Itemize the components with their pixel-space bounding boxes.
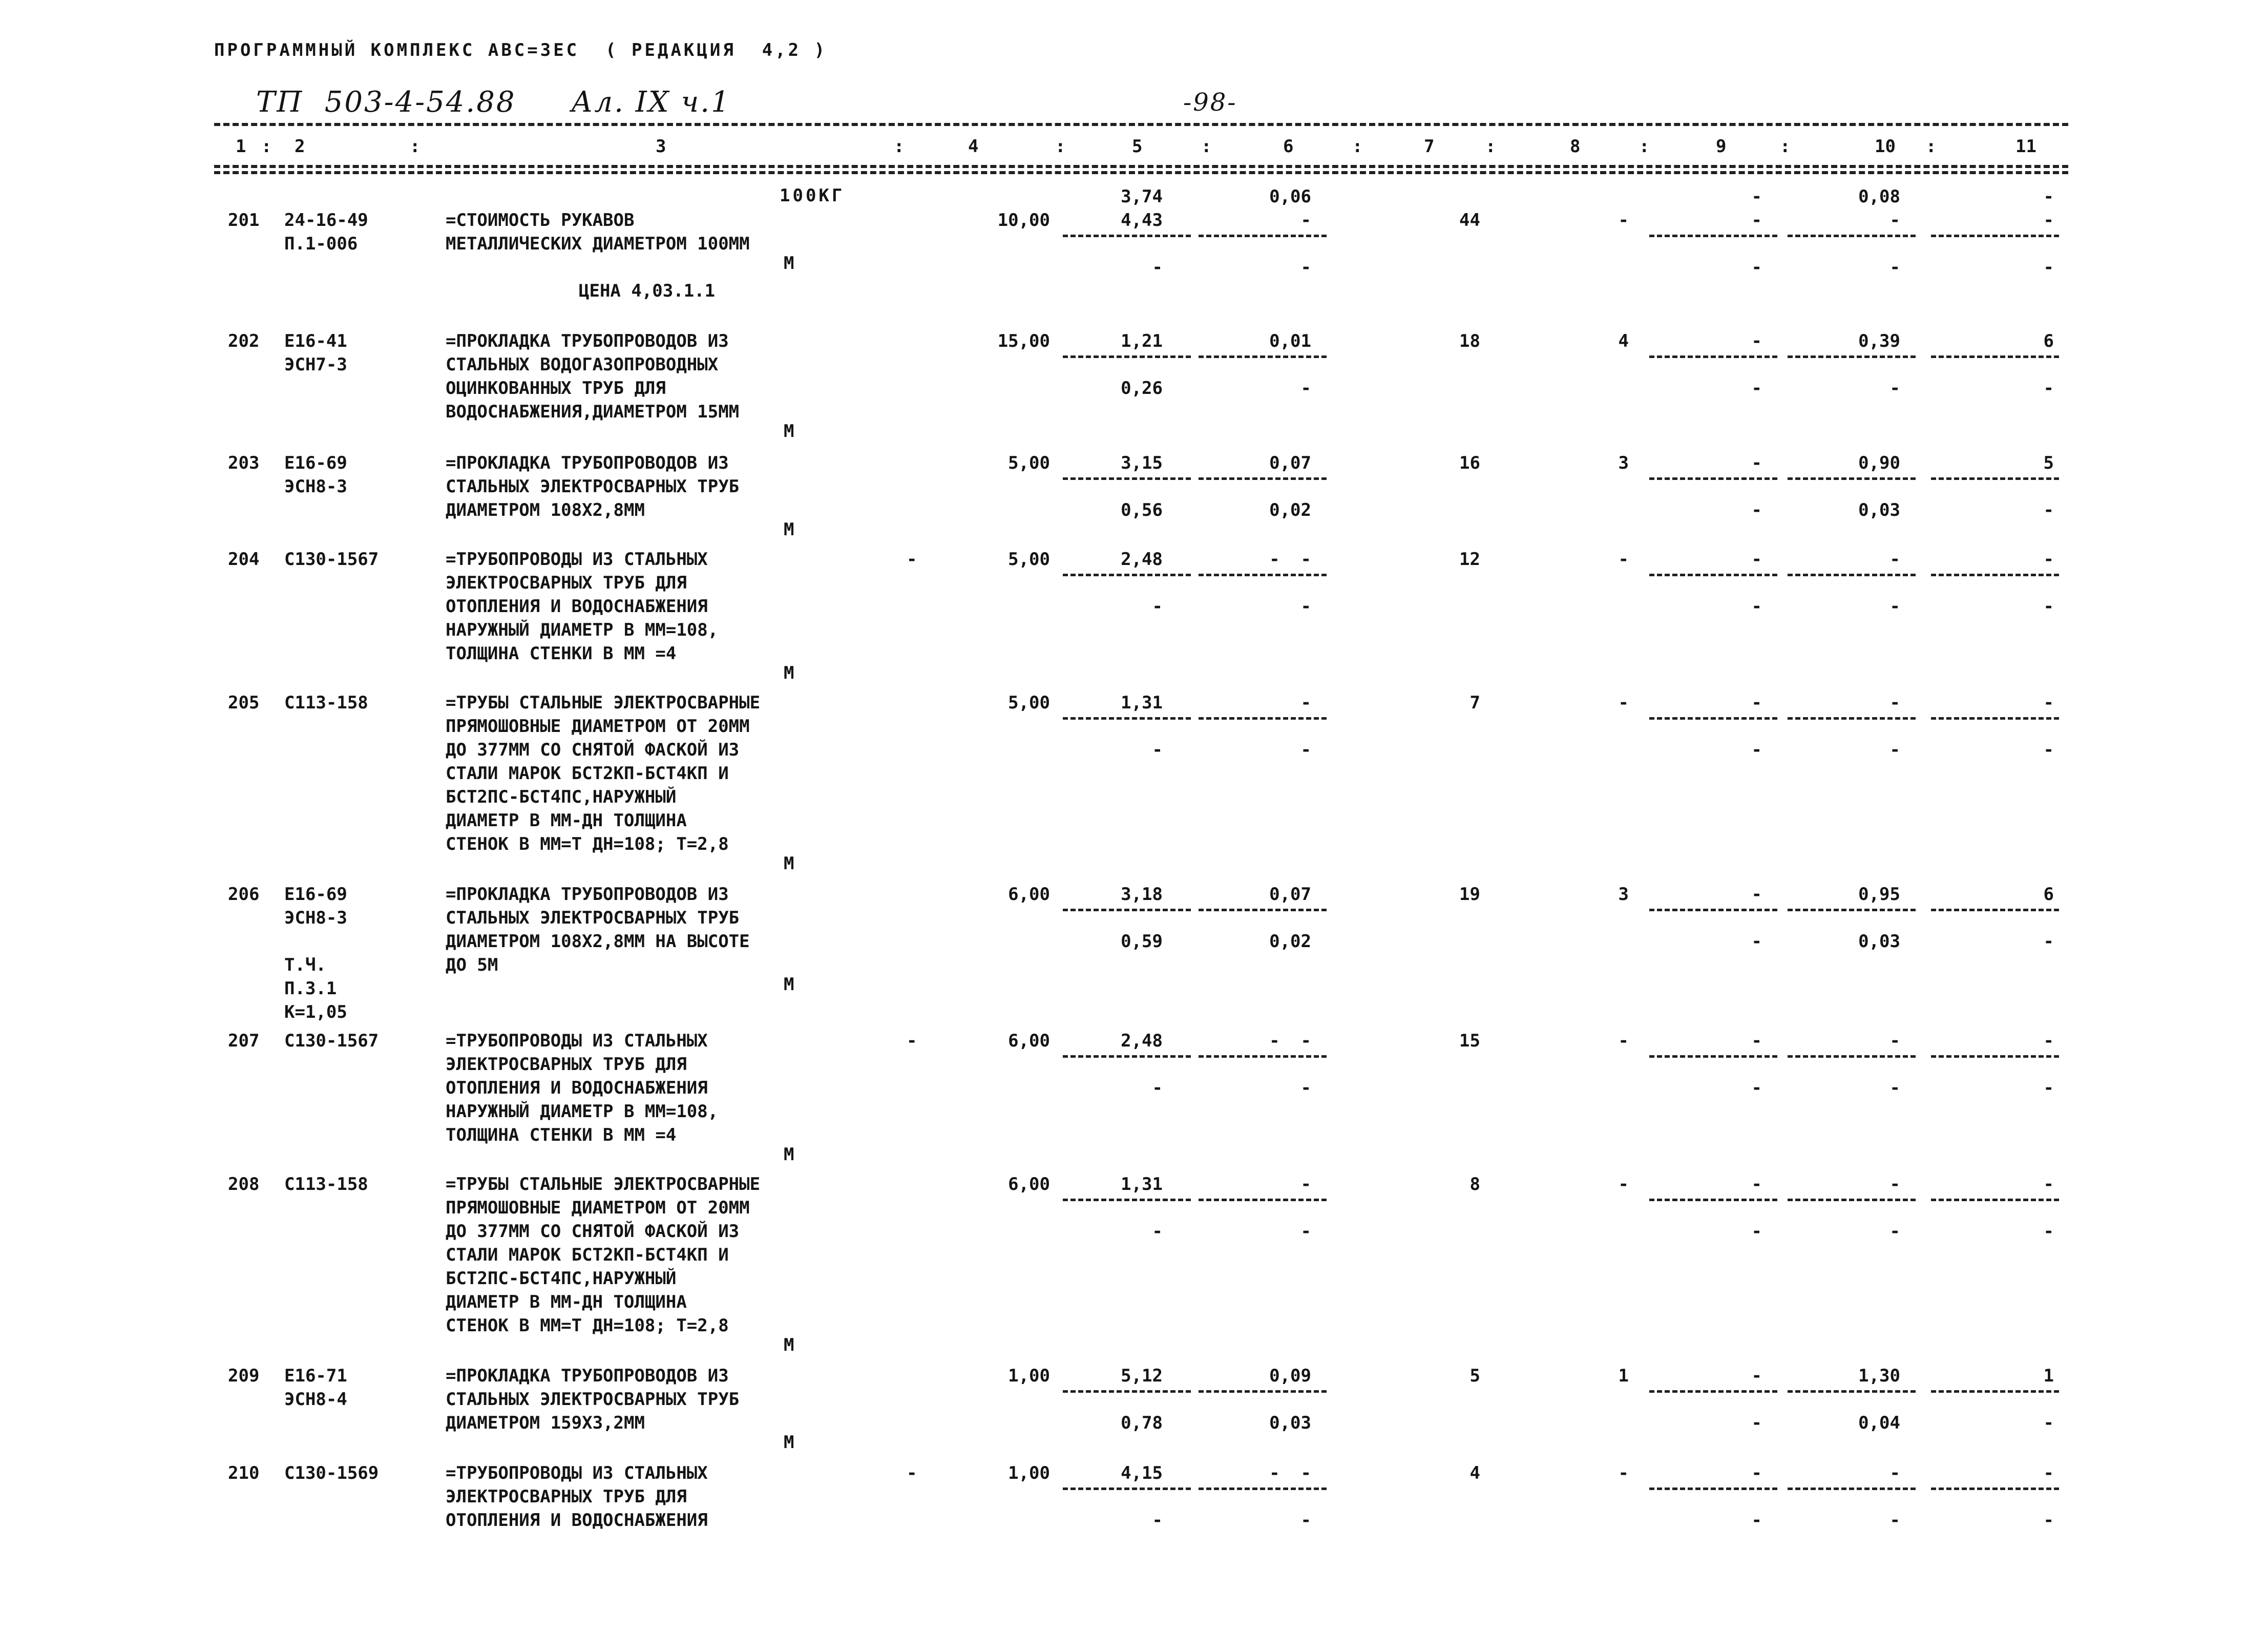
row-description: БСТ2ПС-БСТ4ПС,НАРУЖНЫЙ: [446, 787, 677, 807]
row-description: ПРЯМОШОВНЫЕ ДИАМЕТРОМ ОТ 20ММ: [446, 716, 750, 737]
row-number: 203: [228, 453, 260, 473]
separator-col5: [1063, 477, 1191, 480]
separator-col11: [1931, 355, 2059, 358]
col5-top: 1,21: [1121, 331, 1163, 351]
separator-col5: [1063, 1488, 1191, 1490]
col10-top: -: [1889, 210, 1900, 231]
col10-bottom: -: [1889, 1078, 1900, 1098]
col6-top: 0,09: [1269, 1366, 1311, 1386]
row-unit: М: [784, 1335, 794, 1355]
separator-col5: [1063, 1390, 1191, 1393]
col6-bottom: 0,03: [1269, 1413, 1311, 1433]
separator-col5: [1063, 717, 1191, 720]
separator-col11: [1931, 909, 2059, 911]
col5-bottom: -: [1152, 740, 1163, 760]
col9-top: -: [1751, 186, 1762, 207]
quantity: 6,00: [1008, 884, 1050, 905]
separator-col5: [1063, 1199, 1191, 1201]
row-description: ЭЛЕКТРОСВАРНЫХ ТРУБ ДЛЯ: [446, 573, 687, 593]
separator-col6: [1199, 574, 1327, 576]
separator-col10: [1788, 235, 1916, 237]
column-header-5: 5: [1132, 136, 1143, 157]
separator-col6: [1199, 717, 1327, 720]
col7: 15: [1459, 1031, 1480, 1051]
column-separator: :: [1485, 136, 1496, 157]
album-label: Ал. IX ч.1: [571, 86, 731, 119]
col11-bottom: -: [2043, 740, 2054, 760]
col9-bottom: -: [1751, 1078, 1762, 1098]
col11-bottom: -: [2043, 1413, 2054, 1433]
row-code: Е16-69: [284, 884, 347, 905]
column-header-3: 3: [656, 136, 666, 157]
col10-top: -: [1889, 1174, 1900, 1195]
col11-bottom: -: [2043, 500, 2054, 520]
separator-col9: [1649, 1390, 1777, 1393]
column-separator: :: [1639, 136, 1650, 157]
separator-col9: [1649, 909, 1777, 911]
row-description: МЕТАЛЛИЧЕСКИХ ДИАМЕТРОМ 100ММ: [446, 234, 750, 254]
separator-col11: [1931, 477, 2059, 480]
row-code: С130-1567: [284, 1031, 379, 1051]
separator-col6: [1199, 235, 1327, 237]
col8: -: [1618, 210, 1629, 231]
col10-top: -: [1889, 1031, 1900, 1051]
column-header-10: 10: [1875, 136, 1896, 157]
row-code: С130-1569: [284, 1463, 379, 1483]
col6-top: 0,07: [1269, 453, 1311, 473]
row-unit: М: [784, 253, 794, 274]
header-rule-bottom: [214, 165, 2068, 168]
row-code: ЭСН8-4: [284, 1389, 347, 1410]
col9-bottom: -: [1751, 1413, 1762, 1433]
row-code: С113-158: [284, 693, 368, 713]
col11-bottom: -: [2043, 1510, 2054, 1531]
header-rule-top: [214, 123, 2068, 126]
doc-code: ТП 503-4-54.88: [256, 86, 516, 119]
col5-bottom: -: [1152, 1510, 1163, 1531]
col11-top: -: [2043, 693, 2054, 713]
separator-col9: [1649, 1055, 1777, 1058]
col11-top: -: [2043, 210, 2054, 231]
row-code: С113-158: [284, 1174, 368, 1195]
col6-top: -: [1300, 1174, 1311, 1195]
col9-bottom: -: [1751, 931, 1762, 952]
row-code: Т.Ч.: [284, 955, 326, 975]
col9-bottom: -: [1751, 1510, 1762, 1531]
column-header-4: 4: [968, 136, 979, 157]
col9-top: -: [1751, 693, 1762, 713]
row-description: =СТОИМОСТЬ РУКАВОВ: [446, 210, 635, 231]
row-description: =ПРОКЛАДКА ТРУБОПРОВОДОВ ИЗ: [446, 331, 729, 351]
separator-col11: [1931, 574, 2059, 576]
col5-bottom: 0,59: [1121, 931, 1163, 952]
col6-bottom: -: [1300, 1510, 1311, 1531]
separator-col10: [1788, 477, 1916, 480]
row-description: ДИАМЕТРОМ 159Х3,2ММ: [446, 1413, 645, 1433]
row-code: ЭСН8-3: [284, 476, 347, 497]
column-header-1: 1: [236, 136, 246, 157]
col9-top: -: [1751, 1463, 1762, 1483]
row-description: ОЦИНКОВАННЫХ ТРУБ ДЛЯ: [446, 378, 666, 399]
separator-col6: [1199, 909, 1327, 911]
col10-top: -: [1889, 549, 1900, 570]
row-mark: -: [907, 549, 917, 570]
col5-top: 4,15: [1121, 1463, 1163, 1483]
col10-bottom: -: [1889, 1510, 1900, 1531]
col8: -: [1618, 693, 1629, 713]
col11-top: -: [2043, 1031, 2054, 1051]
col6-bottom: -: [1300, 596, 1311, 617]
col6-bottom: -: [1300, 378, 1311, 399]
col11-bottom: -: [2043, 1221, 2054, 1242]
col11-bottom: -: [2043, 931, 2054, 952]
col9-top: -: [1751, 1366, 1762, 1386]
row-number: 209: [228, 1366, 260, 1386]
col10-top: 0,90: [1858, 453, 1900, 473]
row-code: С130-1567: [284, 549, 379, 570]
row-description: СТЕНОК В ММ=Т ДН=108; Т=2,8: [446, 834, 729, 854]
col6-top: - -: [1269, 1463, 1311, 1483]
col11-top: -: [2043, 186, 2054, 207]
col9-bottom: -: [1751, 596, 1762, 617]
row-description: =ТРУБОПРОВОДЫ ИЗ СТАЛЬНЫХ: [446, 549, 708, 570]
col10-bottom: 0,03: [1858, 500, 1900, 520]
col5-top: 5,12: [1121, 1366, 1163, 1386]
row-unit: М: [784, 421, 794, 442]
row-number: 207: [228, 1031, 260, 1051]
quantity: 6,00: [1008, 1174, 1050, 1195]
col10-bottom: -: [1889, 740, 1900, 760]
col10-bottom: -: [1889, 378, 1900, 399]
row-mark: -: [907, 1463, 917, 1483]
col11-bottom: -: [2043, 257, 2054, 278]
col9-bottom: -: [1751, 740, 1762, 760]
col5-top: 3,18: [1121, 884, 1163, 905]
separator-col10: [1788, 574, 1916, 576]
separator-col9: [1649, 477, 1777, 480]
col6-bottom: 0,02: [1269, 931, 1311, 952]
col9-top: -: [1751, 453, 1762, 473]
row-description: ДИАМЕТР В ММ-ДН ТОЛЩИНА: [446, 810, 687, 831]
row-description: ДО 377ММ СО СНЯТОЙ ФАСКОЙ ИЗ: [446, 740, 740, 760]
col6-bottom: -: [1300, 257, 1311, 278]
row-unit: М: [784, 974, 794, 995]
separator-col5: [1063, 574, 1191, 576]
col11-top: 6: [2043, 884, 2054, 905]
col10-bottom: -: [1889, 596, 1900, 617]
column-separator: :: [1201, 136, 1212, 157]
column-header-9: 9: [1716, 136, 1727, 157]
separator-col10: [1788, 1055, 1916, 1058]
column-separator: :: [1055, 136, 1066, 157]
separator-col6: [1199, 1488, 1327, 1490]
separator-col9: [1649, 235, 1777, 237]
col8: 1: [1618, 1366, 1629, 1386]
col10-bottom: 0,04: [1858, 1413, 1900, 1433]
column-separator: :: [1926, 136, 1937, 157]
col9-top: -: [1751, 210, 1762, 231]
page-number: -98-: [1183, 88, 1237, 117]
program-header: ПРОГРАММНЫЙ КОМПЛЕКС АВС=3ЕС ( РЕДАКЦИЯ 4,2 ): [214, 40, 828, 60]
column-header-11: 11: [2015, 136, 2036, 157]
top-unit: 100КГ: [780, 185, 845, 206]
col6-bottom: 0,02: [1269, 500, 1311, 520]
col11-bottom: -: [2043, 596, 2054, 617]
row-description: СТАЛЬНЫХ ЭЛЕКТРОСВАРНЫХ ТРУБ: [446, 1389, 740, 1410]
col7: 16: [1459, 453, 1480, 473]
row-description: ТОЛЩИНА СТЕНКИ В ММ =4: [446, 643, 677, 664]
separator-col11: [1931, 235, 2059, 237]
row-description: =ТРУБЫ СТАЛЬНЫЕ ЭЛЕКТРОСВАРНЫЕ: [446, 693, 761, 713]
row-code: П.1-006: [284, 234, 358, 254]
row-description: ПРЯМОШОВНЫЕ ДИАМЕТРОМ ОТ 20ММ: [446, 1198, 750, 1218]
col5-top: 4,43: [1121, 210, 1163, 231]
row-number: 202: [228, 331, 260, 351]
row-description: =ТРУБЫ СТАЛЬНЫЕ ЭЛЕКТРОСВАРНЫЕ: [446, 1174, 761, 1195]
column-header-7: 7: [1424, 136, 1435, 157]
col5-top: 2,48: [1121, 549, 1163, 570]
header-rule-bottom-2: [214, 171, 2068, 174]
separator-col5: [1063, 235, 1191, 237]
separator-col5: [1063, 355, 1191, 358]
col6-top: -: [1300, 210, 1311, 231]
row-code: 24-16-49: [284, 210, 368, 231]
separator-col11: [1931, 717, 2059, 720]
col7: 12: [1459, 549, 1480, 570]
row-description: ТОЛЩИНА СТЕНКИ В ММ =4: [446, 1125, 677, 1145]
col6-top: -: [1300, 693, 1311, 713]
row-description: ЭЛЕКТРОСВАРНЫХ ТРУБ ДЛЯ: [446, 1486, 687, 1507]
separator-col10: [1788, 1488, 1916, 1490]
row-number: 206: [228, 884, 260, 905]
col9-top: -: [1751, 1174, 1762, 1195]
row-description: =ПРОКЛАДКА ТРУБОПРОВОДОВ ИЗ: [446, 1366, 729, 1386]
col8: 4: [1618, 331, 1629, 351]
col10-bottom: 0,03: [1858, 931, 1900, 952]
row-number: 208: [228, 1174, 260, 1195]
row-description: СТАЛЬНЫХ ЭЛЕКТРОСВАРНЫХ ТРУБ: [446, 476, 740, 497]
col5-top: 3,15: [1121, 453, 1163, 473]
separator-col10: [1788, 355, 1916, 358]
separator-col6: [1199, 1390, 1327, 1393]
col10-bottom: -: [1889, 1221, 1900, 1242]
row-description: СТАЛИ МАРОК БСТ2КП-БСТ4КП И: [446, 763, 729, 784]
row-description: =ТРУБОПРОВОДЫ ИЗ СТАЛЬНЫХ: [446, 1463, 708, 1483]
row-description: ОТОПЛЕНИЯ И ВОДОСНАБЖЕНИЯ: [446, 1078, 708, 1098]
row-code: ЭСН7-3: [284, 354, 347, 375]
col6-top: 0,01: [1269, 331, 1311, 351]
col8: -: [1618, 1174, 1629, 1195]
col5-bottom: 0,56: [1121, 500, 1163, 520]
column-separator: :: [410, 136, 421, 157]
col5-bottom: 0,26: [1121, 378, 1163, 399]
col10-top: 0,08: [1858, 186, 1900, 207]
row-number: 205: [228, 693, 260, 713]
row-description: СТАЛИ МАРОК БСТ2КП-БСТ4КП И: [446, 1245, 729, 1265]
column-separator: :: [1780, 136, 1791, 157]
col10-top: -: [1889, 693, 1900, 713]
column-separator: :: [261, 136, 272, 157]
col7: 7: [1469, 693, 1480, 713]
row-description: СТЕНОК В ММ=Т ДН=108; Т=2,8: [446, 1315, 729, 1336]
separator-col10: [1788, 909, 1916, 911]
col6-bottom: -: [1300, 1221, 1311, 1242]
col7: 44: [1459, 210, 1480, 231]
row-number: 204: [228, 549, 260, 570]
col10-top: -: [1889, 1463, 1900, 1483]
col5-top: 3,74: [1121, 186, 1163, 207]
column-header-6: 6: [1283, 136, 1294, 157]
col9-bottom: -: [1751, 257, 1762, 278]
row-description: =ПРОКЛАДКА ТРУБОПРОВОДОВ ИЗ: [446, 453, 729, 473]
row-code: П.3.1: [284, 978, 337, 999]
col6-top: - -: [1269, 1031, 1311, 1051]
row-unit: М: [784, 1432, 794, 1453]
col9-top: -: [1751, 884, 1762, 905]
col7: 4: [1469, 1463, 1480, 1483]
col11-top: 6: [2043, 331, 2054, 351]
separator-col5: [1063, 909, 1191, 911]
row-description: СТАЛЬНЫХ ВОДОГАЗОПРОВОДНЫХ: [446, 354, 719, 375]
separator-col11: [1931, 1488, 2059, 1490]
row-description: ОТОПЛЕНИЯ И ВОДОСНАБЖЕНИЯ: [446, 1510, 708, 1531]
col8: -: [1618, 549, 1629, 570]
separator-col11: [1931, 1199, 2059, 1201]
row-description: ДИАМЕТРОМ 108Х2,8ММ: [446, 500, 645, 520]
col9-bottom: -: [1751, 500, 1762, 520]
separator-col9: [1649, 574, 1777, 576]
col5-bottom: -: [1152, 596, 1163, 617]
quantity: 5,00: [1008, 453, 1050, 473]
column-separator: :: [1352, 136, 1363, 157]
row-number: 201: [228, 210, 260, 231]
row-unit: М: [784, 853, 794, 874]
row-description: =ТРУБОПРОВОДЫ ИЗ СТАЛЬНЫХ: [446, 1031, 708, 1051]
row-description: ДИАМЕТРОМ 108Х2,8ММ НА ВЫСОТЕ: [446, 931, 750, 952]
row-description: НАРУЖНЫЙ ДИАМЕТР В ММ=108,: [446, 620, 719, 640]
col5-top: 1,31: [1121, 693, 1163, 713]
col6-bottom: -: [1300, 740, 1311, 760]
col6-top: - -: [1269, 549, 1311, 570]
row-number: 210: [228, 1463, 260, 1483]
column-header-8: 8: [1570, 136, 1581, 157]
quantity: 5,00: [1008, 693, 1050, 713]
separator-col6: [1199, 1199, 1327, 1201]
quantity: 5,00: [1008, 549, 1050, 570]
row-description: ДО 377ММ СО СНЯТОЙ ФАСКОЙ ИЗ: [446, 1221, 740, 1242]
separator-col9: [1649, 1199, 1777, 1201]
col11-top: -: [2043, 1174, 2054, 1195]
quantity: 15,00: [997, 331, 1050, 351]
col11-top: -: [2043, 549, 2054, 570]
quantity: 10,00: [997, 210, 1050, 231]
separator-col11: [1931, 1390, 2059, 1393]
row-description: НАРУЖНЫЙ ДИАМЕТР В ММ=108,: [446, 1101, 719, 1122]
row-description: БСТ2ПС-БСТ4ПС,НАРУЖНЫЙ: [446, 1268, 677, 1289]
row-unit: М: [784, 1144, 794, 1165]
col7: 5: [1469, 1366, 1480, 1386]
col7: 19: [1459, 884, 1480, 905]
col11-bottom: -: [2043, 1078, 2054, 1098]
col6-top: 0,07: [1269, 884, 1311, 905]
quantity: 1,00: [1008, 1463, 1050, 1483]
row-code: Е16-41: [284, 331, 347, 351]
col5-bottom: -: [1152, 1221, 1163, 1242]
col5-bottom: -: [1152, 1078, 1163, 1098]
row-description: ЭЛЕКТРОСВАРНЫХ ТРУБ ДЛЯ: [446, 1054, 687, 1075]
row-unit: М: [784, 663, 794, 683]
quantity: 1,00: [1008, 1366, 1050, 1386]
col11-bottom: -: [2043, 378, 2054, 399]
separator-col9: [1649, 717, 1777, 720]
col8: -: [1618, 1031, 1629, 1051]
col9-top: -: [1751, 331, 1762, 351]
separator-col6: [1199, 477, 1327, 480]
col8: 3: [1618, 453, 1629, 473]
col10-bottom: -: [1889, 257, 1900, 278]
separator-col6: [1199, 355, 1327, 358]
col11-top: -: [2043, 1463, 2054, 1483]
col7: 8: [1469, 1174, 1480, 1195]
separator-col10: [1788, 717, 1916, 720]
col10-top: 0,95: [1858, 884, 1900, 905]
separator-col10: [1788, 1390, 1916, 1393]
col11-top: 1: [2043, 1366, 2054, 1386]
column-separator: :: [894, 136, 905, 157]
row-code: Е16-69: [284, 453, 347, 473]
row-description: ОТОПЛЕНИЯ И ВОДОСНАБЖЕНИЯ: [446, 596, 708, 617]
row-mark: -: [907, 1031, 917, 1051]
row-description: ВОДОСНАБЖЕНИЯ,ДИАМЕТРОМ 15ММ: [446, 402, 740, 422]
separator-col5: [1063, 1055, 1191, 1058]
separator-col11: [1931, 1055, 2059, 1058]
col5-bottom: 0,78: [1121, 1413, 1163, 1433]
col8: -: [1618, 1463, 1629, 1483]
col6-bottom: -: [1300, 1078, 1311, 1098]
separator-col9: [1649, 1488, 1777, 1490]
col9-top: -: [1751, 549, 1762, 570]
col5-top: 2,48: [1121, 1031, 1163, 1051]
col7: 18: [1459, 331, 1480, 351]
col5-bottom: -: [1152, 257, 1163, 278]
column-header-2: 2: [295, 136, 305, 157]
row-unit: М: [784, 519, 794, 540]
quantity: 6,00: [1008, 1031, 1050, 1051]
col10-top: 0,39: [1858, 331, 1900, 351]
col9-top: -: [1751, 1031, 1762, 1051]
separator-col9: [1649, 355, 1777, 358]
row-code: ЭСН8-3: [284, 908, 347, 928]
row-description: ДИАМЕТР В ММ-ДН ТОЛЩИНА: [446, 1292, 687, 1312]
col5-top: 1,31: [1121, 1174, 1163, 1195]
row-description: СТАЛЬНЫХ ЭЛЕКТРОСВАРНЫХ ТРУБ: [446, 908, 740, 928]
col6-top: 0,06: [1269, 186, 1311, 207]
row-note: ЦЕНА 4,03.1.1: [579, 281, 716, 301]
col11-top: 5: [2043, 453, 2054, 473]
separator-col10: [1788, 1199, 1916, 1201]
col10-top: 1,30: [1858, 1366, 1900, 1386]
row-description: ДО 5М: [446, 955, 498, 975]
row-code: Е16-71: [284, 1366, 347, 1386]
col8: 3: [1618, 884, 1629, 905]
separator-col6: [1199, 1055, 1327, 1058]
row-code: К=1,05: [284, 1002, 347, 1022]
col9-bottom: -: [1751, 1221, 1762, 1242]
col9-bottom: -: [1751, 378, 1762, 399]
row-description: =ПРОКЛАДКА ТРУБОПРОВОДОВ ИЗ: [446, 884, 729, 905]
